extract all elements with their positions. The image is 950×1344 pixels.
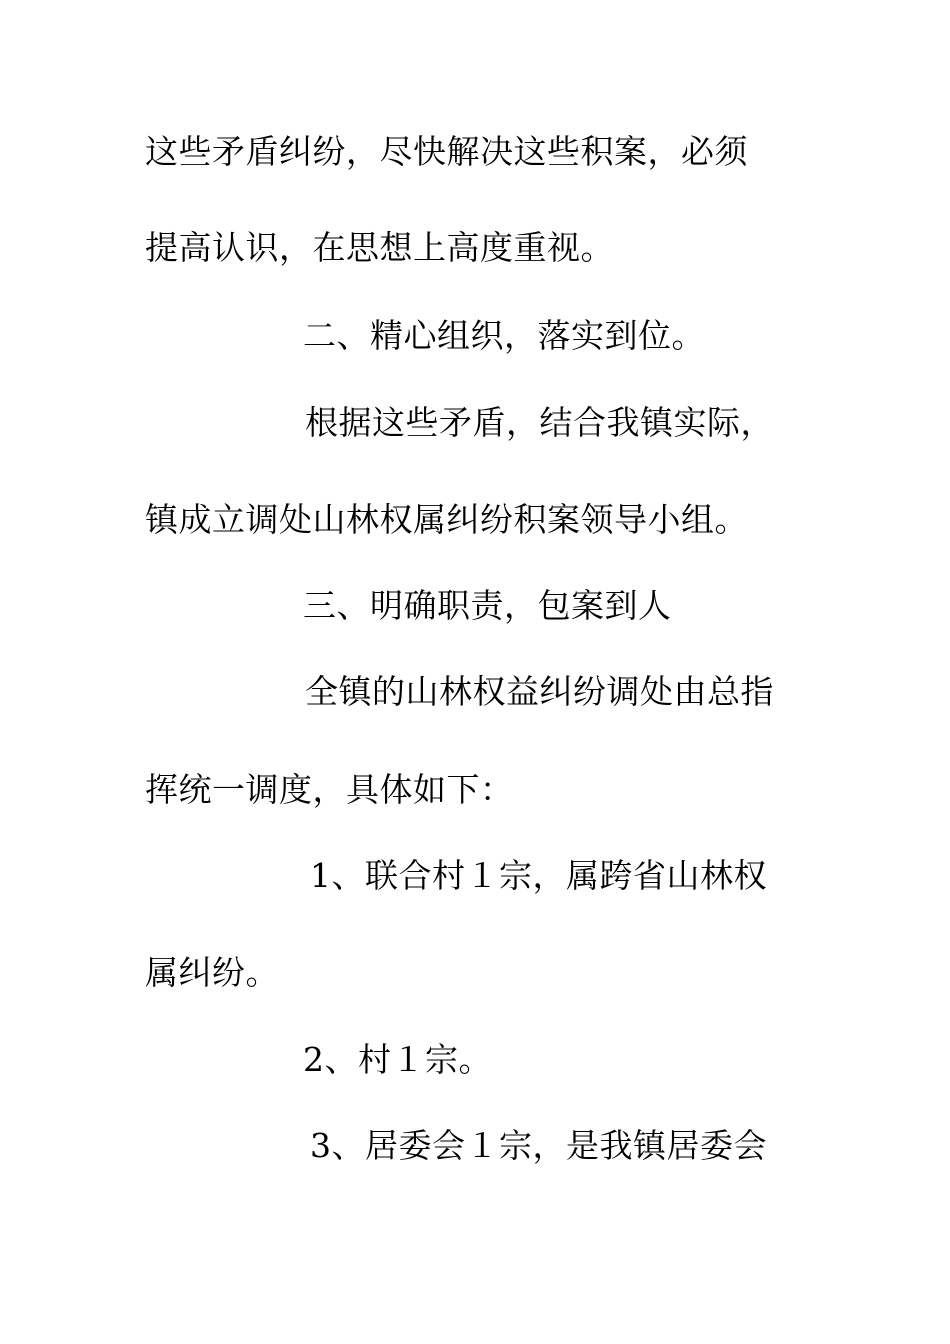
list-item: 1、联合村１宗，属跨省山林权: [310, 856, 767, 895]
body-text-line: 镇成立调处山林权属纠纷积案领导小组。: [145, 500, 748, 539]
body-text-line: 全镇的山林权益纠纷调处由总指: [305, 672, 774, 711]
body-text-line: 这些矛盾纠纷，尽快解决这些积案，必须: [145, 132, 748, 171]
body-text-line: 根据这些矛盾，结合我镇实际，: [305, 403, 774, 442]
body-text-line: 挥统一调度，具体如下：: [145, 770, 514, 809]
body-text-line: 属纠纷。: [145, 953, 279, 992]
section-heading: 二、精心组织，落实到位。: [303, 316, 705, 355]
list-item: 2、村１宗。: [303, 1040, 492, 1079]
body-text-line: 提高认识，在思想上高度重视。: [145, 228, 614, 267]
list-item: 3、居委会１宗，是我镇居委会: [310, 1126, 767, 1165]
section-heading: 三、明确职责，包案到人: [303, 586, 672, 625]
